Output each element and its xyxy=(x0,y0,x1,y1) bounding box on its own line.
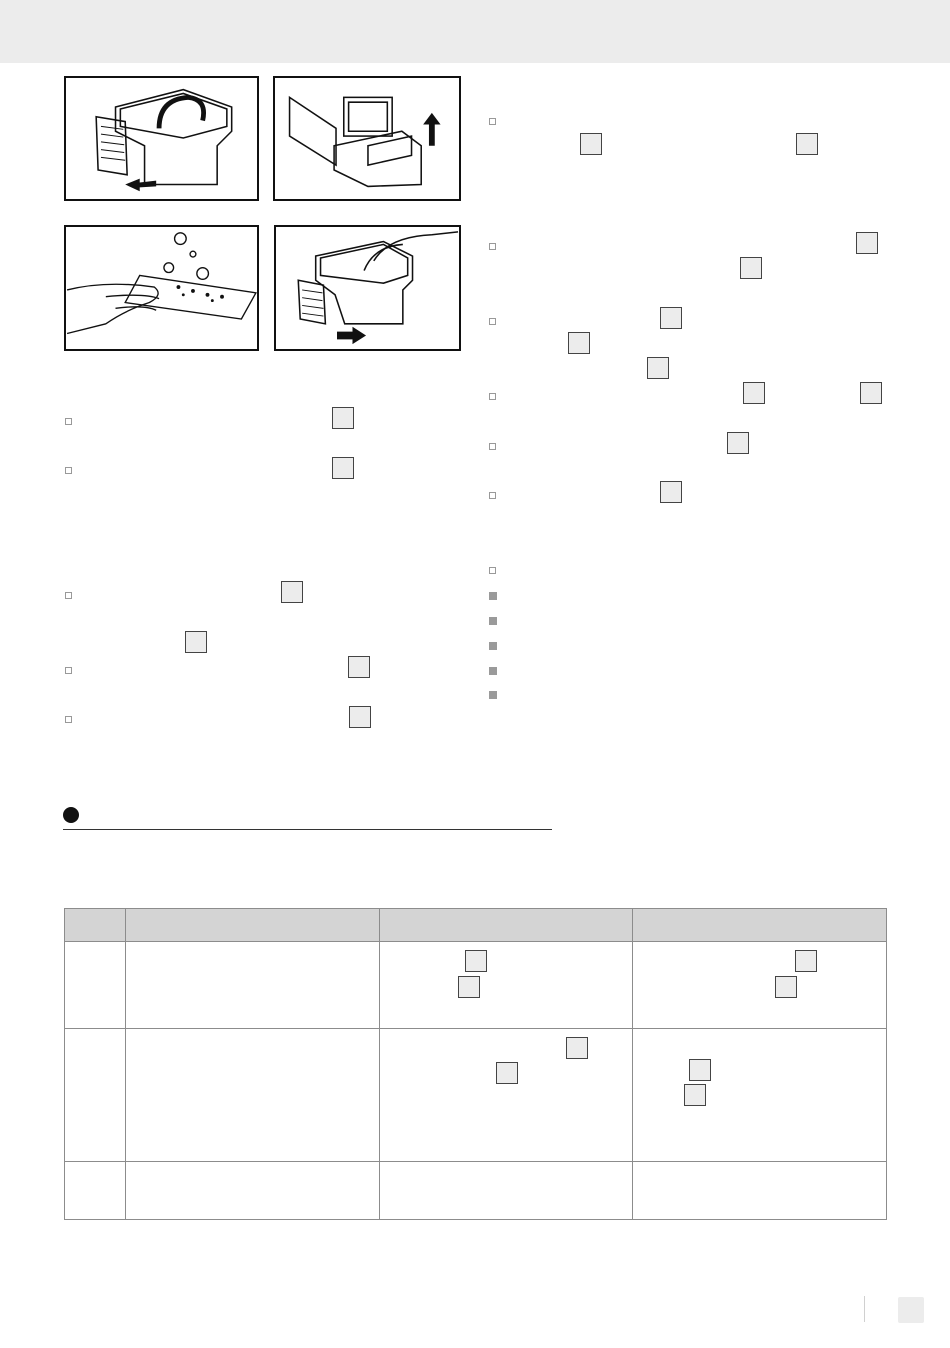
list-bullet-filled xyxy=(489,592,497,600)
table-row xyxy=(65,1162,887,1220)
list-bullet xyxy=(65,418,72,425)
filter-slide-in-icon xyxy=(276,227,459,349)
list-bullet-filled xyxy=(489,642,497,650)
table-cell xyxy=(633,1162,887,1220)
table-cell xyxy=(633,1029,887,1162)
reference-number-box xyxy=(660,481,682,503)
page-header-band xyxy=(0,0,950,63)
table-cell xyxy=(65,1029,126,1162)
list-bullet xyxy=(489,318,496,325)
lid-lift-illustration xyxy=(273,76,461,201)
table-header-row xyxy=(65,909,887,942)
section-heading-dot-icon xyxy=(63,807,79,823)
reference-number-box xyxy=(580,133,602,155)
list-bullet xyxy=(489,393,496,400)
table-cell xyxy=(380,1162,633,1220)
reference-number-box xyxy=(660,307,682,329)
list-bullet xyxy=(65,467,72,474)
footer-separator xyxy=(864,1296,865,1322)
table-cell xyxy=(65,1162,126,1220)
table-header-cell xyxy=(65,909,126,942)
reference-number-box xyxy=(465,950,487,972)
hand-tapping-filter-icon xyxy=(66,227,257,349)
reference-number-box xyxy=(332,457,354,479)
reference-number-box xyxy=(795,950,817,972)
reference-number-box xyxy=(689,1059,711,1081)
list-bullet xyxy=(489,443,496,450)
troubleshooting-table xyxy=(64,908,887,1220)
reference-number-box xyxy=(496,1062,518,1084)
table-header-cell xyxy=(126,909,380,942)
page-number-box xyxy=(898,1297,924,1323)
table-row xyxy=(65,942,887,1029)
reference-number-box xyxy=(458,976,480,998)
reference-number-box xyxy=(740,257,762,279)
list-bullet-filled xyxy=(489,667,497,675)
list-bullet-filled xyxy=(489,617,497,625)
filter-removal-illustration xyxy=(64,76,259,201)
list-bullet xyxy=(65,592,72,599)
filter-tapping-illustration xyxy=(64,225,259,351)
filter-slide-out-icon xyxy=(66,78,257,199)
lid-open-icon xyxy=(275,78,459,199)
reference-number-box xyxy=(856,232,878,254)
list-bullet-filled xyxy=(489,691,497,699)
reference-number-box xyxy=(349,706,371,728)
reference-number-box xyxy=(743,382,765,404)
reference-number-box xyxy=(281,581,303,603)
table-cell xyxy=(126,1029,380,1162)
table-header-cell xyxy=(380,909,633,942)
list-bullet xyxy=(489,243,496,250)
reference-number-box xyxy=(727,432,749,454)
table-cell xyxy=(380,942,633,1029)
section-heading-rule xyxy=(63,829,552,830)
list-bullet xyxy=(489,118,496,125)
table-cell xyxy=(380,1029,633,1162)
table-cell xyxy=(126,942,380,1029)
reference-number-box xyxy=(775,976,797,998)
table-cell xyxy=(65,942,126,1029)
reference-number-box xyxy=(566,1037,588,1059)
list-bullet xyxy=(489,492,496,499)
table-cell xyxy=(126,1162,380,1220)
reference-number-box xyxy=(348,656,370,678)
reference-number-box xyxy=(332,407,354,429)
table-cell xyxy=(633,942,887,1029)
reference-number-box xyxy=(860,382,882,404)
list-bullet xyxy=(489,567,496,574)
filter-reinsert-illustration xyxy=(274,225,461,351)
reference-number-box xyxy=(796,133,818,155)
list-bullet xyxy=(65,716,72,723)
list-bullet xyxy=(65,667,72,674)
reference-number-box xyxy=(568,332,590,354)
reference-number-box xyxy=(647,357,669,379)
reference-number-box xyxy=(684,1084,706,1106)
reference-number-box xyxy=(185,631,207,653)
table-row xyxy=(65,1029,887,1162)
table-header-cell xyxy=(633,909,887,942)
